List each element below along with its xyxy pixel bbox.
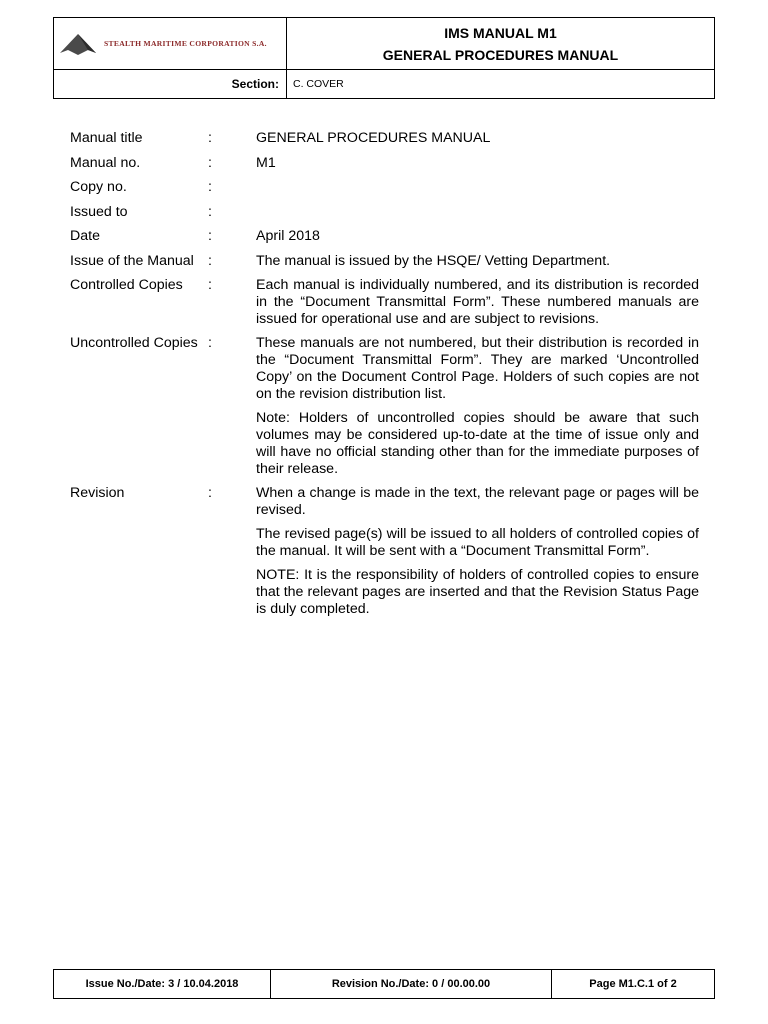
field-colon: : xyxy=(208,335,212,351)
field-issue-of-manual xyxy=(70,253,699,278)
field-label: Revision xyxy=(70,485,125,501)
document-footer xyxy=(53,969,715,999)
field-colon: : xyxy=(208,179,212,195)
field-value xyxy=(256,485,699,618)
field-label: Copy no. xyxy=(70,179,127,195)
field-value xyxy=(256,277,699,328)
field-label: Uncontrolled Copies xyxy=(70,335,198,351)
field-revision xyxy=(70,485,699,618)
field-label: Date xyxy=(70,228,100,244)
field-issued-to xyxy=(70,204,699,229)
field-colon: : xyxy=(208,154,212,171)
field-value: M1 xyxy=(256,154,276,171)
field-colon: : xyxy=(208,252,212,269)
paragraph: When a change is made in the text, the relevant page or pages will be revised. xyxy=(256,485,699,518)
field-value: The manual is issued by the HSQE/ Vetting Department. xyxy=(256,252,611,269)
stealth-ship-logo-icon xyxy=(58,31,98,57)
field-colon: : xyxy=(208,203,212,220)
section-value: C. COVER xyxy=(287,70,715,99)
field-copy-no xyxy=(70,179,699,204)
footer-revision: Revision No./Date: 0 / 00.00.00 xyxy=(271,970,552,999)
manual-code-title: IMS MANUAL M1 xyxy=(444,24,557,41)
field-value xyxy=(256,335,699,478)
section-label: Section: xyxy=(54,70,287,99)
manual-title-cell xyxy=(287,18,715,70)
field-uncontrolled-copies xyxy=(70,335,699,478)
field-colon: : xyxy=(208,485,212,501)
field-label: Manual title xyxy=(70,130,143,146)
field-colon: : xyxy=(208,130,212,146)
paragraph: These manuals are not numbered, but their distribution is recorded in the “Document Transmittal Form”. They are marked ‘Uncontrolled Copy’ on the Document Control Page. Holders of such copies are not on the revision distribution list. xyxy=(256,335,699,402)
footer-issue: Issue No./Date: 3 / 10.04.2018 xyxy=(54,970,271,999)
field-date xyxy=(70,228,699,253)
field-label: Issue of the Manual xyxy=(70,252,194,269)
footer-page-number: Page M1.C.1 of 2 xyxy=(552,970,715,999)
field-label: Manual no. xyxy=(70,154,141,171)
field-label: Controlled Copies xyxy=(70,277,183,293)
field-label: Issued to xyxy=(70,203,128,220)
field-value xyxy=(256,179,699,204)
paragraph: NOTE: It is the responsibility of holders of controlled copies to ensure that the relevant pages are inserted and that the Revision Status Page is duly completed. xyxy=(256,567,699,617)
field-value: April 2018 xyxy=(256,228,320,244)
paragraph: Each manual is individually numbered, and its distribution is recorded in the “Document Transmittal Form”. These numbered manuals are issued for operational use and are subject to revisions. xyxy=(256,277,699,327)
manual-name-title: GENERAL PROCEDURES MANUAL xyxy=(382,46,619,63)
cover-fields xyxy=(70,130,699,625)
field-value: GENERAL PROCEDURES MANUAL xyxy=(256,130,491,146)
field-value xyxy=(256,204,699,229)
company-logo xyxy=(54,31,286,57)
field-manual-title xyxy=(70,130,699,155)
field-colon: : xyxy=(208,228,212,244)
logo-cell xyxy=(54,18,287,70)
field-controlled-copies xyxy=(70,277,699,328)
paragraph: The revised page(s) will be issued to all holders of controlled copies of the manual. It will be sent with a “Document Transmittal Form”. xyxy=(256,526,699,559)
document-header xyxy=(53,17,715,99)
company-name: STEALTH MARITIME CORPORATION S.A. xyxy=(104,39,267,48)
field-colon: : xyxy=(208,277,212,293)
field-manual-no xyxy=(70,155,699,180)
paragraph: Note: Holders of uncontrolled copies should be aware that such volumes may be considered up-to-date at the time of issue only and will have no official standing other than for the immediate purposes of their release. xyxy=(256,410,699,477)
